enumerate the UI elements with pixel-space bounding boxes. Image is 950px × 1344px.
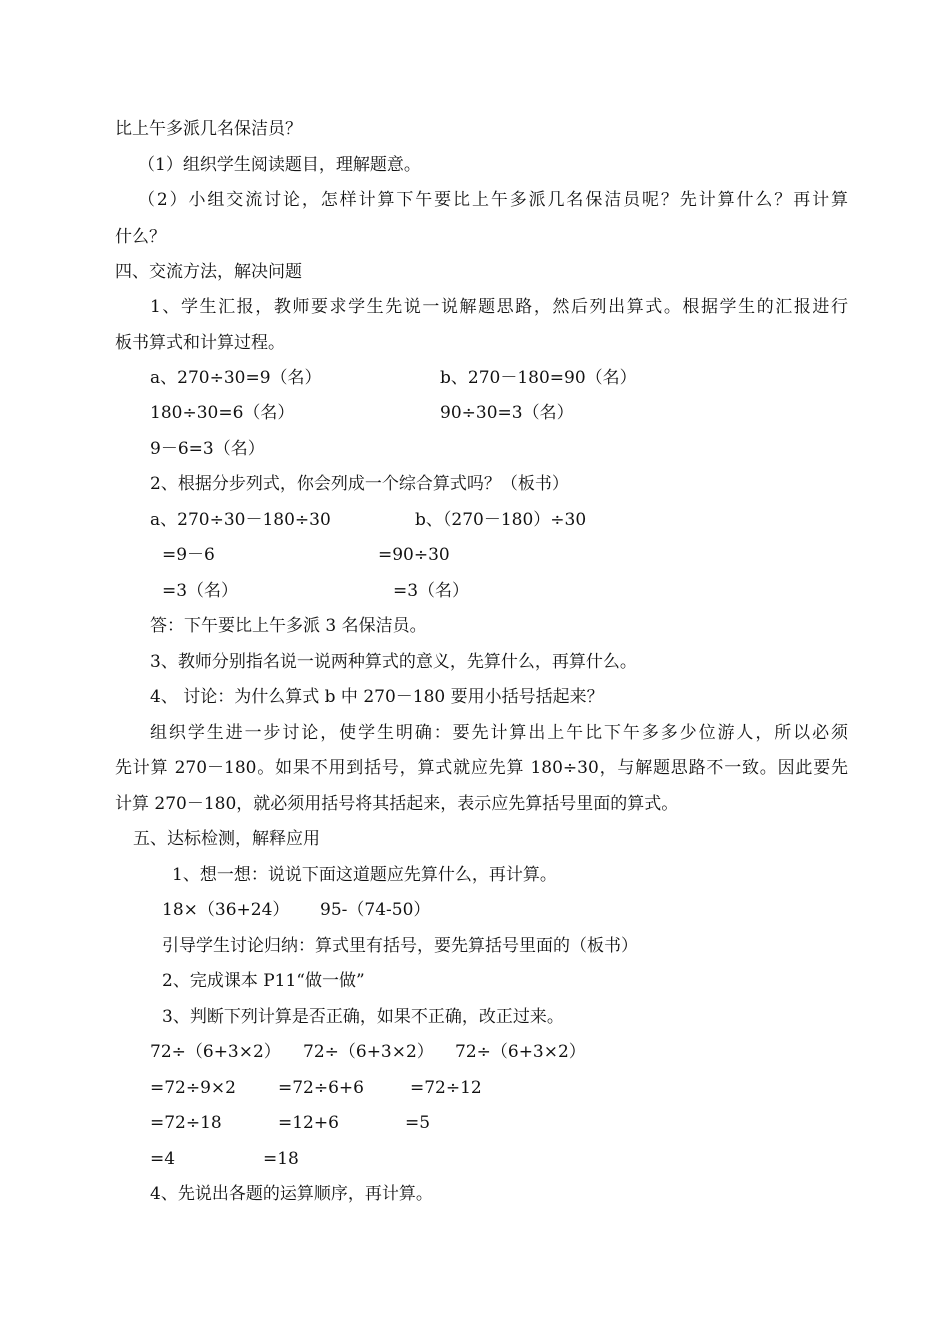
formula: =5 [405,1113,431,1133]
formula: b、（270－180）÷30 [415,510,587,530]
section-heading: 四、交流方法，解决问题 [115,262,302,282]
text-line: 4、先说出各题的运算顺序，再计算。 [150,1184,433,1204]
formula: =3（名） [162,581,239,601]
formula: =4 [150,1149,176,1169]
text-line: 先计算 270－180。如果不用到括号，算式就应先算 180÷30，与解题思路不一致。因此要先 [115,758,848,778]
formula: =12+6 [278,1113,339,1133]
text-line: 1、学生汇报，教师要求学生先说一说解题思路，然后列出算式。根据学生的汇报进行 [150,297,848,317]
formula: 72÷（6+3×2） [455,1042,586,1062]
formula: 72÷（6+3×2） [150,1042,281,1062]
text-line: 板书算式和计算过程。 [115,333,285,353]
formula: b、270－180=90（名） [440,368,637,388]
formula: =72÷9×2 [150,1078,236,1098]
text-line: 3、判断下列计算是否正确，如果不正确，改正过来。 [162,1007,564,1027]
text-line: 1、想一想：说说下面这道题应先算什么，再计算。 [172,865,557,885]
formula: 9－6=3（名） [150,439,265,459]
formula: =90÷30 [378,545,450,565]
text-line: 3、教师分别指名说一说两种算式的意义，先算什么，再算什么。 [150,652,637,672]
text-line: （1）组织学生阅读题目，理解题意。 [138,155,421,175]
formula: 95-（74-50） [320,900,431,920]
text-line: 比上午多派几名保洁员？ [115,119,302,139]
text-line: 什么？ [115,227,166,247]
formula: =3（名） [393,581,470,601]
text-line: 4、 讨论：为什么算式 b 中 270－180 要用小括号括起来？ [150,687,604,707]
formula: a、270÷30－180÷30 [150,510,331,530]
formula: =72÷12 [410,1078,482,1098]
formula: a、270÷30=9（名） [150,368,322,388]
section-heading: 五、达标检测，解释应用 [133,829,320,849]
text-line: 2、根据分步列式，你会列成一个综合算式吗？（板书） [150,474,569,494]
text-line: 计算 270－180，就必须用括号将其括起来，表示应先算括号里面的算式。 [115,794,679,814]
text-line: 引导学生讨论归纳：算式里有括号，要先算括号里面的（板书） [162,936,638,956]
text-line: 2、完成课本 P11“做一做” [162,971,365,991]
formula: 90÷30=3（名） [440,403,574,423]
text-line: （2）小组交流讨论，怎样计算下午要比上午多派几名保洁员呢？先计算什么？再计算 [138,190,848,210]
formula: 180÷30=6（名） [150,403,295,423]
formula: =72÷6+6 [278,1078,364,1098]
formula: 18×（36+24） [162,900,290,920]
formula: =72÷18 [150,1113,222,1133]
formula: 72÷（6+3×2） [303,1042,434,1062]
text-line: 答：下午要比上午多派 3 名保洁员。 [150,616,427,636]
text-line: 组织学生进一步讨论，使学生明确：要先计算出上午比下午多多少位游人，所以必须 [150,723,848,743]
formula: =9－6 [162,545,215,565]
formula: =18 [263,1149,299,1169]
